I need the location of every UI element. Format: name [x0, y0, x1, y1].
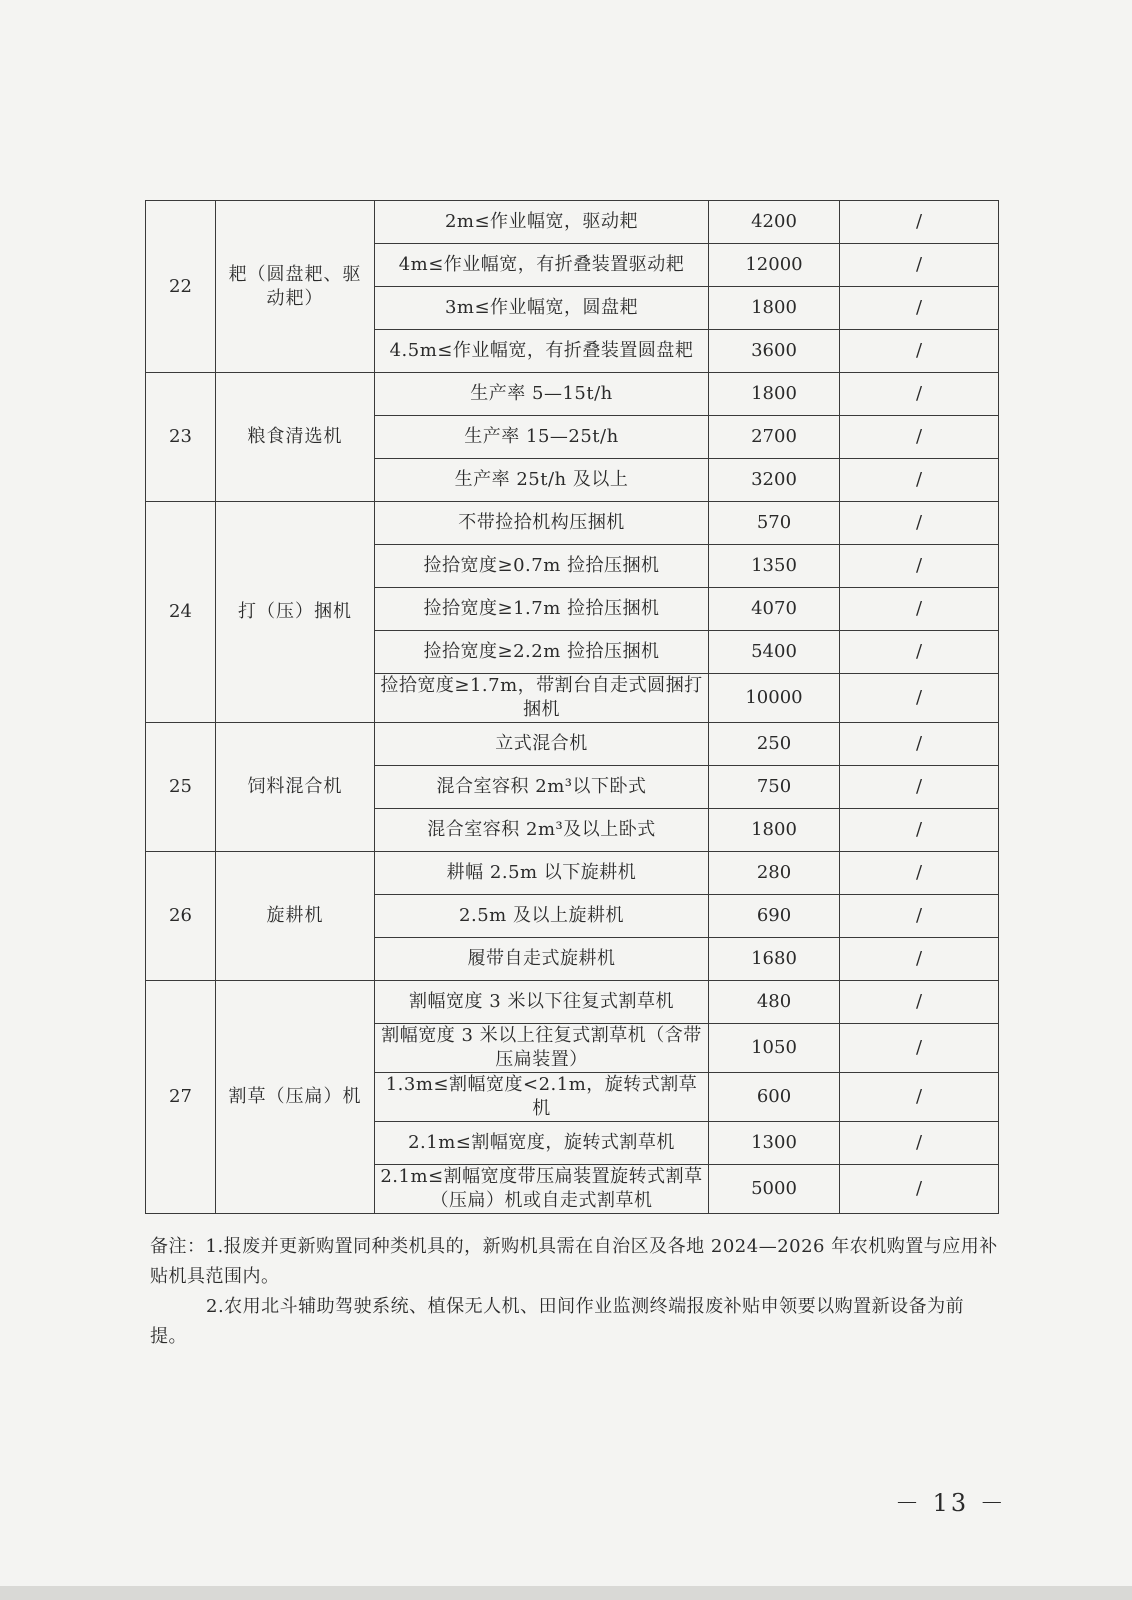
other-cell: /	[840, 588, 999, 631]
other-cell: /	[840, 809, 999, 852]
machine-spec: 割幅宽度 3 米以下往复式割草机	[375, 981, 709, 1024]
subsidy-amount: 5400	[709, 631, 840, 674]
other-cell: /	[840, 631, 999, 674]
machine-spec: 1.3m≤割幅宽度<2.1m，旋转式割草机	[375, 1073, 709, 1122]
machine-category: 饲料混合机	[216, 723, 375, 852]
table-row	[146, 502, 999, 545]
machine-category: 耙（圆盘耙、驱动耙）	[216, 201, 375, 373]
item-number: 25	[146, 723, 216, 852]
machine-spec: 捡拾宽度≥0.7m 捡拾压捆机	[375, 545, 709, 588]
machine-spec: 混合室容积 2m³及以上卧式	[375, 809, 709, 852]
other-cell: /	[840, 502, 999, 545]
machine-spec: 生产率 5—15t/h	[375, 373, 709, 416]
subsidy-amount: 1800	[709, 809, 840, 852]
other-cell: /	[840, 545, 999, 588]
subsidy-amount: 4200	[709, 201, 840, 244]
machine-category: 打（压）捆机	[216, 502, 375, 723]
other-cell: /	[840, 416, 999, 459]
machine-spec: 捡拾宽度≥2.2m 捡拾压捆机	[375, 631, 709, 674]
subsidy-amount: 1680	[709, 938, 840, 981]
subsidy-amount: 750	[709, 766, 840, 809]
subsidy-amount: 690	[709, 895, 840, 938]
other-cell: /	[840, 330, 999, 373]
table-row	[146, 723, 999, 766]
table-row	[146, 201, 999, 244]
notes	[150, 1232, 1000, 1352]
table-row	[146, 852, 999, 895]
machine-spec: 捡拾宽度≥1.7m，带割台自走式圆捆打捆机	[375, 674, 709, 723]
other-cell: /	[840, 1073, 999, 1122]
machine-spec: 2.5m 及以上旋耕机	[375, 895, 709, 938]
scan-edge	[0, 1586, 1132, 1600]
subsidy-amount: 1350	[709, 545, 840, 588]
machine-spec: 履带自走式旋耕机	[375, 938, 709, 981]
subsidy-amount: 4070	[709, 588, 840, 631]
subsidy-amount: 480	[709, 981, 840, 1024]
machine-spec: 不带捡拾机构压捆机	[375, 502, 709, 545]
machine-spec: 4m≤作业幅宽，有折叠装置驱动耙	[375, 244, 709, 287]
other-cell: /	[840, 244, 999, 287]
subsidy-amount: 570	[709, 502, 840, 545]
other-cell: /	[840, 459, 999, 502]
other-cell: /	[840, 674, 999, 723]
subsidy-amount: 1300	[709, 1122, 840, 1165]
other-cell: /	[840, 981, 999, 1024]
subsidy-amount: 1800	[709, 373, 840, 416]
other-cell: /	[840, 1024, 999, 1073]
machine-spec: 捡拾宽度≥1.7m 捡拾压捆机	[375, 588, 709, 631]
item-number: 23	[146, 373, 216, 502]
subsidy-amount: 3200	[709, 459, 840, 502]
machine-category: 割草（压扁）机	[216, 981, 375, 1214]
machine-spec: 2.1m≤割幅宽度带压扁装置旋转式割草（压扁）机或自走式割草机	[375, 1165, 709, 1214]
other-cell: /	[840, 201, 999, 244]
note-1: 备注：1.报废并更新购置同种类机具的，新购机具需在自治区及各地 2024—2026 年农机购置与应用补贴机具范围内。	[150, 1236, 998, 1287]
machine-spec: 混合室容积 2m³以下卧式	[375, 766, 709, 809]
other-cell: /	[840, 895, 999, 938]
subsidy-amount: 12000	[709, 244, 840, 287]
other-cell: /	[840, 1165, 999, 1214]
machine-spec: 4.5m≤作业幅宽，有折叠装置圆盘耙	[375, 330, 709, 373]
machine-spec: 耕幅 2.5m 以下旋耕机	[375, 852, 709, 895]
other-cell: /	[840, 938, 999, 981]
subsidy-amount: 10000	[709, 674, 840, 723]
subsidy-table	[145, 200, 999, 1214]
subsidy-amount: 1800	[709, 287, 840, 330]
machine-category: 粮食清选机	[216, 373, 375, 502]
subsidy-amount: 250	[709, 723, 840, 766]
subsidy-amount: 5000	[709, 1165, 840, 1214]
subsidy-amount: 3600	[709, 330, 840, 373]
subsidy-amount: 600	[709, 1073, 840, 1122]
item-number: 24	[146, 502, 216, 723]
machine-spec: 生产率 25t/h 及以上	[375, 459, 709, 502]
page-number: － 13 －	[895, 1489, 1007, 1517]
table-row	[146, 373, 999, 416]
other-cell: /	[840, 852, 999, 895]
note-2: 2.农用北斗辅助驾驶系统、植保无人机、田间作业监测终端报废补贴申领要以购置新设备为前提。	[150, 1296, 965, 1347]
machine-spec: 生产率 15—25t/h	[375, 416, 709, 459]
other-cell: /	[840, 723, 999, 766]
item-number: 27	[146, 981, 216, 1214]
item-number: 26	[146, 852, 216, 981]
subsidy-amount: 280	[709, 852, 840, 895]
other-cell: /	[840, 287, 999, 330]
machine-spec: 2m≤作业幅宽，驱动耙	[375, 201, 709, 244]
item-number: 22	[146, 201, 216, 373]
other-cell: /	[840, 766, 999, 809]
machine-spec: 立式混合机	[375, 723, 709, 766]
other-cell: /	[840, 1122, 999, 1165]
machine-spec: 2.1m≤割幅宽度，旋转式割草机	[375, 1122, 709, 1165]
table-body	[146, 201, 999, 1214]
machine-spec: 割幅宽度 3 米以上往复式割草机（含带压扁装置）	[375, 1024, 709, 1073]
subsidy-amount: 1050	[709, 1024, 840, 1073]
other-cell: /	[840, 373, 999, 416]
table-row	[146, 981, 999, 1024]
machine-spec: 3m≤作业幅宽，圆盘耙	[375, 287, 709, 330]
subsidy-amount: 2700	[709, 416, 840, 459]
machine-category: 旋耕机	[216, 852, 375, 981]
